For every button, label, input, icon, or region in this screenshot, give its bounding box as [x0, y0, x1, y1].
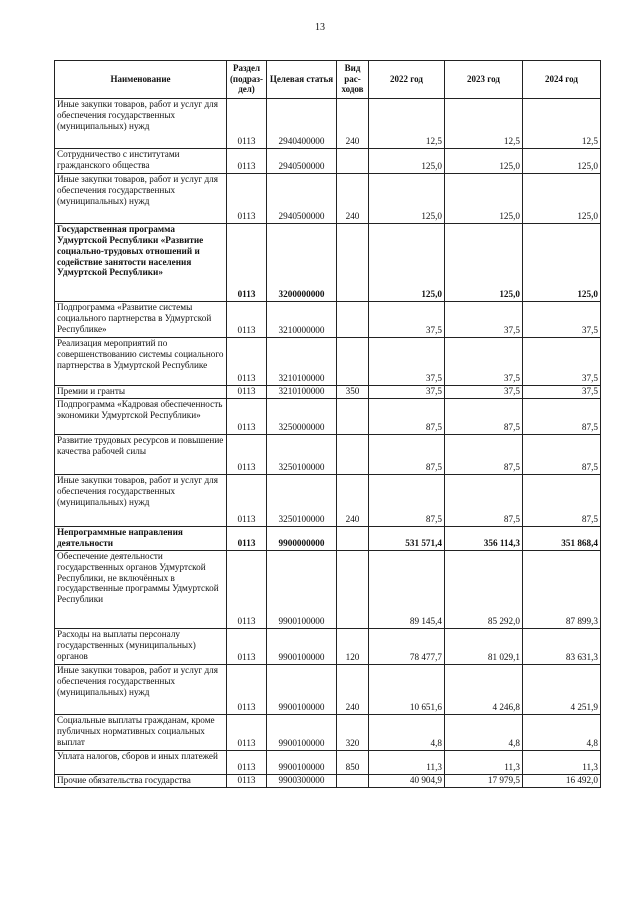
cell-2022: 37,5 [369, 386, 445, 399]
cell-name: Прочие обязательства государства [55, 774, 227, 787]
table-row [55, 398, 601, 434]
table-header-row [55, 61, 601, 99]
cell-2022: 37,5 [369, 302, 445, 338]
cell-name: Подпрограмма «Развитие системы социального партнерства в Удмуртской Республике» [55, 302, 227, 338]
cell-type: 240 [337, 474, 369, 526]
cell-target: 2940400000 [267, 99, 337, 149]
cell-2024: 83 631,3 [523, 628, 601, 664]
cell-type [337, 774, 369, 787]
cell-type: 240 [337, 664, 369, 714]
table-row [55, 174, 601, 224]
cell-2024: 351 868,4 [523, 526, 601, 550]
cell-name: Иные закупки товаров, работ и услуг для обеспечения государственных (муниципальных) нужд [55, 99, 227, 149]
cell-2023: 11,3 [445, 750, 523, 774]
cell-type [337, 338, 369, 386]
cell-target: 3210100000 [267, 338, 337, 386]
cell-2023: 87,5 [445, 398, 523, 434]
cell-2022: 4,8 [369, 714, 445, 750]
cell-2022: 125,0 [369, 224, 445, 302]
cell-target: 3250100000 [267, 434, 337, 474]
table-row [55, 664, 601, 714]
cell-2022: 40 904,9 [369, 774, 445, 787]
table-row [55, 302, 601, 338]
cell-2023: 37,5 [445, 302, 523, 338]
cell-2023: 125,0 [445, 149, 523, 174]
cell-type: 120 [337, 628, 369, 664]
cell-type [337, 550, 369, 628]
cell-2024: 4,8 [523, 714, 601, 750]
cell-type [337, 434, 369, 474]
cell-section: 0113 [227, 434, 267, 474]
cell-2022: 87,5 [369, 474, 445, 526]
cell-2022: 78 477,7 [369, 628, 445, 664]
cell-target: 9900100000 [267, 550, 337, 628]
cell-2023: 12,5 [445, 99, 523, 149]
cell-section: 0113 [227, 714, 267, 750]
cell-name: Премии и гранты [55, 386, 227, 399]
cell-section: 0113 [227, 224, 267, 302]
cell-type: 320 [337, 714, 369, 750]
cell-2022: 11,3 [369, 750, 445, 774]
cell-target: 3200000000 [267, 224, 337, 302]
cell-2024: 37,5 [523, 302, 601, 338]
cell-section: 0113 [227, 338, 267, 386]
cell-2022: 531 571,4 [369, 526, 445, 550]
cell-2024: 125,0 [523, 149, 601, 174]
cell-2022: 125,0 [369, 149, 445, 174]
cell-type: 850 [337, 750, 369, 774]
cell-2023: 85 292,0 [445, 550, 523, 628]
cell-type [337, 302, 369, 338]
cell-2024: 125,0 [523, 174, 601, 224]
cell-name: Непрограммные направления деятельности [55, 526, 227, 550]
cell-2022: 10 651,6 [369, 664, 445, 714]
cell-2024: 87,5 [523, 474, 601, 526]
cell-name: Уплата налогов, сборов и иных платежей [55, 750, 227, 774]
cell-target: 3210100000 [267, 386, 337, 399]
cell-2024: 11,3 [523, 750, 601, 774]
cell-section: 0113 [227, 664, 267, 714]
cell-name: Иные закупки товаров, работ и услуг для обеспечения государственных (муниципальных) нужд [55, 664, 227, 714]
cell-2023: 37,5 [445, 386, 523, 399]
cell-name: Расходы на выплаты персоналу государственных (муниципальных) органов [55, 628, 227, 664]
cell-2023: 356 114,3 [445, 526, 523, 550]
cell-name: Сотрудничество с институтами гражданского общества [55, 149, 227, 174]
table-row [55, 714, 601, 750]
cell-target: 9900000000 [267, 526, 337, 550]
cell-target: 2940500000 [267, 149, 337, 174]
page-number: 13 [315, 22, 325, 33]
cell-2024: 87,5 [523, 398, 601, 434]
cell-type [337, 526, 369, 550]
cell-2023: 4,8 [445, 714, 523, 750]
cell-2022: 87,5 [369, 434, 445, 474]
cell-2024: 87 899,3 [523, 550, 601, 628]
cell-section: 0113 [227, 628, 267, 664]
table-row [55, 386, 601, 399]
table-row [55, 550, 601, 628]
cell-target: 9900100000 [267, 714, 337, 750]
cell-section: 0113 [227, 398, 267, 434]
table-row [55, 750, 601, 774]
header-2022: 2022 год [369, 61, 445, 99]
table-row [55, 99, 601, 149]
cell-section: 0113 [227, 174, 267, 224]
cell-type: 350 [337, 386, 369, 399]
cell-section: 0113 [227, 474, 267, 526]
cell-name: Реализация мероприятий по совершенствованию системы социального партнерства в Удмуртской Республике [55, 338, 227, 386]
cell-type [337, 224, 369, 302]
cell-2023: 125,0 [445, 224, 523, 302]
cell-target: 9900300000 [267, 774, 337, 787]
cell-name: Иные закупки товаров, работ и услуг для обеспечения государственных (муниципальных) нужд [55, 174, 227, 224]
cell-section: 0113 [227, 550, 267, 628]
cell-name: Социальные выплаты гражданам, кроме публичных нормативных социальных выплат [55, 714, 227, 750]
cell-2024: 125,0 [523, 224, 601, 302]
cell-2024: 16 492,0 [523, 774, 601, 787]
cell-type [337, 398, 369, 434]
cell-2024: 37,5 [523, 386, 601, 399]
cell-type: 240 [337, 174, 369, 224]
cell-2023: 17 979,5 [445, 774, 523, 787]
cell-2022: 89 145,4 [369, 550, 445, 628]
cell-target: 9900100000 [267, 664, 337, 714]
cell-target: 3250000000 [267, 398, 337, 434]
header-2023: 2023 год [445, 61, 523, 99]
cell-section: 0113 [227, 750, 267, 774]
cell-section: 0113 [227, 302, 267, 338]
cell-2022: 87,5 [369, 398, 445, 434]
cell-type: 240 [337, 99, 369, 149]
table-row [55, 474, 601, 526]
cell-2023: 4 246,8 [445, 664, 523, 714]
cell-name: Государственная программа Удмуртской Республики «Развитие социально-трудовых отношений и содействие занятости населения Удмуртской Республики» [55, 224, 227, 302]
cell-name: Обеспечение деятельности государственных органов Удмуртской Республики, не включённых в государственные программы Удмуртской Республики [55, 550, 227, 628]
cell-section: 0113 [227, 149, 267, 174]
cell-2023: 87,5 [445, 434, 523, 474]
cell-name: Подпрограмма «Кадровая обеспеченность экономики Удмуртской Республики» [55, 398, 227, 434]
table-row [55, 434, 601, 474]
table-row [55, 774, 601, 787]
cell-2024: 4 251,9 [523, 664, 601, 714]
table-body [55, 99, 601, 788]
cell-name: Иные закупки товаров, работ и услуг для обеспечения государственных (муниципальных) нужд [55, 474, 227, 526]
header-section: Раздел (подраз-дел) [227, 61, 267, 99]
table-row [55, 628, 601, 664]
cell-2024: 12,5 [523, 99, 601, 149]
cell-section: 0113 [227, 526, 267, 550]
cell-target: 9900100000 [267, 750, 337, 774]
cell-target: 3210000000 [267, 302, 337, 338]
cell-2022: 37,5 [369, 338, 445, 386]
cell-2023: 125,0 [445, 174, 523, 224]
cell-2024: 37,5 [523, 338, 601, 386]
header-type: Вид рас-ходов [337, 61, 369, 99]
header-target: Целевая статья [267, 61, 337, 99]
table-row [55, 526, 601, 550]
cell-2023: 81 029,1 [445, 628, 523, 664]
table-row [55, 224, 601, 302]
header-name: Наименование [55, 61, 227, 99]
table-row [55, 338, 601, 386]
budget-table [54, 60, 601, 788]
cell-2022: 125,0 [369, 174, 445, 224]
cell-target: 2940500000 [267, 174, 337, 224]
cell-name: Развитие трудовых ресурсов и повышение качества рабочей силы [55, 434, 227, 474]
cell-target: 3250100000 [267, 474, 337, 526]
cell-section: 0113 [227, 386, 267, 399]
cell-target: 9900100000 [267, 628, 337, 664]
table-row [55, 149, 601, 174]
cell-2024: 87,5 [523, 434, 601, 474]
cell-section: 0113 [227, 99, 267, 149]
cell-section: 0113 [227, 774, 267, 787]
cell-type [337, 149, 369, 174]
cell-2022: 12,5 [369, 99, 445, 149]
cell-2023: 87,5 [445, 474, 523, 526]
header-2024: 2024 год [523, 61, 601, 99]
cell-2023: 37,5 [445, 338, 523, 386]
